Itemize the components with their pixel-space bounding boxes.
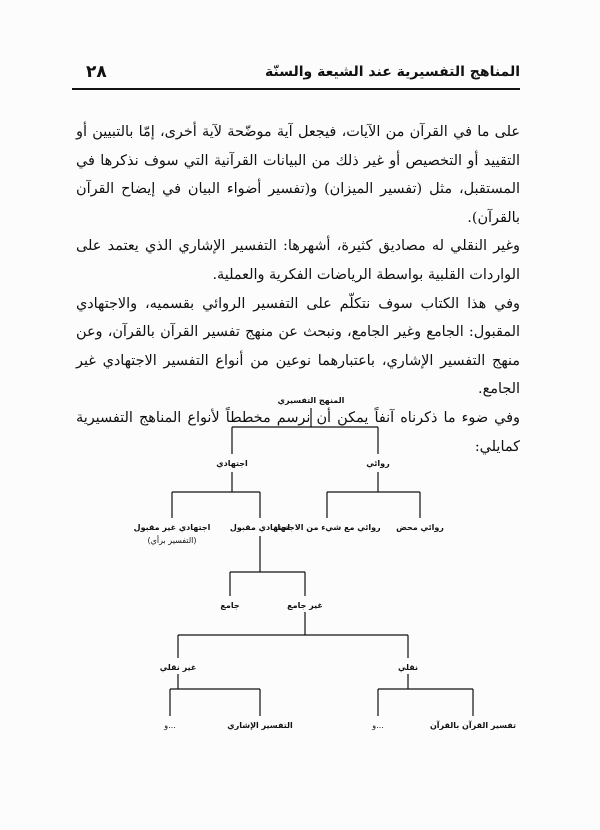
node-riwai-maa-shai: روائي مع شيء من الاجتهاد <box>273 523 381 532</box>
paragraph-4: وفي ضوء ما ذكرناه آنفاً يمكن أن نرسم مخططاً لأنواع المناهج التفسيرية كمايلي: <box>76 409 520 455</box>
page-header <box>72 60 520 84</box>
node-ghair-jami: غير جامع <box>287 601 323 610</box>
page-number: ٢٨ <box>86 62 107 82</box>
header-rule <box>72 88 520 90</box>
running-title: المناهج التفسيرية عند الشيعة والسنّة <box>265 64 520 80</box>
node-etc-right: و... <box>372 721 384 730</box>
methods-tree-diagram <box>0 380 600 740</box>
node-ijtihadi: اجتهادي <box>216 459 248 468</box>
node-tafsir-bil-rai: (التفسير برأي) <box>147 536 197 545</box>
node-etc-left: و... <box>164 721 176 730</box>
node-ijtihadi-ghair-maqbul: اجتهادي غير مقبول <box>133 523 211 532</box>
node-root: المنهج التفسيري <box>277 396 345 405</box>
diagram-connectors <box>170 408 473 716</box>
node-riwai: روائي <box>366 459 390 468</box>
node-jami: جامع <box>220 601 240 610</box>
paragraph-3: وفي هذا الكتاب سوف نتكلّم على التفسير الروائي بقسميه، والاجتهادي المقبول: الجامع وغير الجامع، ونبحث عن منهج تفسير القرآن بالقرآن، وعن منهج التفسير الإشاري، باعتبارهما نوعين من أنواع التفسير الاجتهادي غير الجامع. <box>76 295 520 398</box>
node-ijtihadi-maqbul: اجتهادي مقبول <box>229 523 291 532</box>
paragraph-2: وغير النقلي له مصاديق كثيرة، أشهرها: التفسير الإشاري الذي يعتمد على الواردات القلبية بواسطة الرياضات الفكرية والعملية. <box>76 238 520 283</box>
node-ghair-naqli: غير نقلي <box>159 663 197 672</box>
node-naqli: نقلي <box>397 663 419 672</box>
node-tafsir-quran-bil-quran: تفسير القرآن بالقرآن <box>429 721 517 730</box>
node-tafsir-ishari: التفسير الإشاري <box>227 721 293 730</box>
paragraph-1: على ما في القرآن من الآيات، فيجعل آية موضّحة لآية أخرى، إمّا بالتبيين أو التقييد أو التخصيص أو غير ذلك من البيانات القرآنية التي سوف نذكرها في المستقبل، مثل (تفسير الميزان) و(تفسير أضواء البيان في إيضاح القرآن بالقرآن). <box>76 124 520 226</box>
node-riwai-mahd: روائي محض <box>396 523 444 532</box>
